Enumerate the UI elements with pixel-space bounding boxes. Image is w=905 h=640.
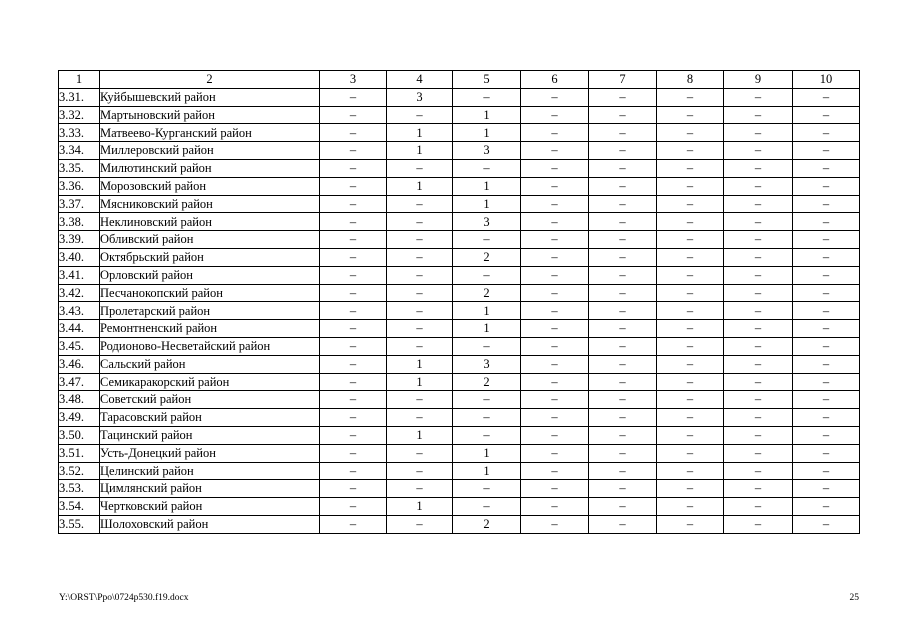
- district-name-cell: Шолоховский район: [100, 515, 320, 533]
- value-cell: –: [387, 302, 453, 320]
- value-cell: –: [320, 142, 387, 160]
- value-cell: 1: [453, 462, 521, 480]
- value-cell: 1: [387, 355, 453, 373]
- value-cell: –: [320, 337, 387, 355]
- table-row: [59, 391, 860, 409]
- row-number-cell: 3.36.: [59, 177, 100, 195]
- value-cell: –: [387, 248, 453, 266]
- value-cell: –: [320, 426, 387, 444]
- value-cell: –: [657, 248, 724, 266]
- value-cell: –: [320, 248, 387, 266]
- value-cell: –: [589, 231, 657, 249]
- value-cell: –: [521, 88, 589, 106]
- value-cell: –: [589, 213, 657, 231]
- value-cell: –: [793, 159, 860, 177]
- value-cell: 1: [387, 142, 453, 160]
- value-cell: –: [724, 231, 793, 249]
- value-cell: –: [589, 124, 657, 142]
- row-number-cell: 3.44.: [59, 320, 100, 338]
- value-cell: –: [521, 266, 589, 284]
- value-cell: –: [320, 231, 387, 249]
- row-number-cell: 3.46.: [59, 355, 100, 373]
- data-table: [58, 70, 860, 534]
- value-cell: –: [657, 391, 724, 409]
- value-cell: –: [387, 320, 453, 338]
- district-name-cell: Целинский район: [100, 462, 320, 480]
- district-name-cell: Советский район: [100, 391, 320, 409]
- value-cell: –: [793, 426, 860, 444]
- value-cell: –: [793, 320, 860, 338]
- value-cell: –: [320, 213, 387, 231]
- value-cell: –: [320, 159, 387, 177]
- table-row: [59, 320, 860, 338]
- value-cell: –: [793, 213, 860, 231]
- value-cell: –: [387, 266, 453, 284]
- row-number-cell: 3.40.: [59, 248, 100, 266]
- value-cell: –: [387, 106, 453, 124]
- value-cell: –: [793, 498, 860, 516]
- district-name-cell: Ремонтненский район: [100, 320, 320, 338]
- value-cell: –: [657, 302, 724, 320]
- value-cell: –: [453, 266, 521, 284]
- value-cell: –: [793, 355, 860, 373]
- value-cell: –: [724, 88, 793, 106]
- value-cell: 1: [453, 124, 521, 142]
- district-name-cell: Матвеево-Курганский район: [100, 124, 320, 142]
- header-cell: 8: [657, 71, 724, 89]
- header-cell: 10: [793, 71, 860, 89]
- value-cell: –: [724, 124, 793, 142]
- table-row: [59, 266, 860, 284]
- value-cell: –: [589, 462, 657, 480]
- value-cell: –: [724, 409, 793, 427]
- value-cell: –: [657, 373, 724, 391]
- value-cell: –: [724, 320, 793, 338]
- district-name-cell: Цимлянский район: [100, 480, 320, 498]
- value-cell: –: [657, 106, 724, 124]
- table-row: [59, 480, 860, 498]
- value-cell: –: [589, 159, 657, 177]
- row-number-cell: 3.37.: [59, 195, 100, 213]
- table-row: [59, 142, 860, 160]
- value-cell: –: [657, 195, 724, 213]
- row-number-cell: 3.31.: [59, 88, 100, 106]
- value-cell: –: [793, 284, 860, 302]
- district-name-cell: Милютинский район: [100, 159, 320, 177]
- value-cell: –: [320, 355, 387, 373]
- value-cell: –: [657, 284, 724, 302]
- table-row: [59, 409, 860, 427]
- value-cell: –: [724, 159, 793, 177]
- value-cell: –: [320, 177, 387, 195]
- value-cell: –: [521, 498, 589, 516]
- value-cell: –: [589, 515, 657, 533]
- value-cell: –: [521, 213, 589, 231]
- value-cell: –: [793, 195, 860, 213]
- value-cell: 3: [387, 88, 453, 106]
- table-row: [59, 444, 860, 462]
- value-cell: –: [724, 248, 793, 266]
- header-cell: 5: [453, 71, 521, 89]
- value-cell: –: [320, 106, 387, 124]
- value-cell: –: [320, 320, 387, 338]
- value-cell: –: [724, 142, 793, 160]
- value-cell: –: [521, 462, 589, 480]
- value-cell: –: [724, 444, 793, 462]
- value-cell: –: [589, 266, 657, 284]
- value-cell: –: [657, 355, 724, 373]
- value-cell: –: [589, 337, 657, 355]
- value-cell: –: [657, 177, 724, 195]
- value-cell: –: [521, 106, 589, 124]
- value-cell: –: [387, 409, 453, 427]
- value-cell: –: [657, 142, 724, 160]
- row-number-cell: 3.47.: [59, 373, 100, 391]
- value-cell: –: [793, 88, 860, 106]
- value-cell: –: [724, 391, 793, 409]
- header-cell: 7: [589, 71, 657, 89]
- table-row: [59, 231, 860, 249]
- value-cell: –: [589, 480, 657, 498]
- row-number-cell: 3.45.: [59, 337, 100, 355]
- district-name-cell: Тарасовский район: [100, 409, 320, 427]
- value-cell: –: [724, 302, 793, 320]
- value-cell: 2: [453, 515, 521, 533]
- value-cell: –: [657, 320, 724, 338]
- value-cell: –: [724, 284, 793, 302]
- value-cell: –: [521, 320, 589, 338]
- row-number-cell: 3.50.: [59, 426, 100, 444]
- table-row: [59, 498, 860, 516]
- value-cell: –: [589, 106, 657, 124]
- row-number-cell: 3.54.: [59, 498, 100, 516]
- value-cell: –: [793, 515, 860, 533]
- value-cell: –: [387, 391, 453, 409]
- value-cell: –: [453, 159, 521, 177]
- row-number-cell: 3.41.: [59, 266, 100, 284]
- value-cell: 3: [453, 355, 521, 373]
- value-cell: 1: [387, 426, 453, 444]
- district-name-cell: Миллеровский район: [100, 142, 320, 160]
- district-name-cell: Пролетарский район: [100, 302, 320, 320]
- district-name-cell: Сальский район: [100, 355, 320, 373]
- value-cell: –: [589, 142, 657, 160]
- value-cell: 2: [453, 373, 521, 391]
- district-name-cell: Обливский район: [100, 231, 320, 249]
- value-cell: –: [521, 231, 589, 249]
- value-cell: 1: [453, 177, 521, 195]
- table-row: [59, 515, 860, 533]
- value-cell: –: [521, 284, 589, 302]
- value-cell: –: [521, 426, 589, 444]
- value-cell: –: [589, 426, 657, 444]
- table-row: [59, 355, 860, 373]
- value-cell: –: [521, 373, 589, 391]
- value-cell: –: [724, 106, 793, 124]
- table-row: [59, 426, 860, 444]
- value-cell: –: [453, 391, 521, 409]
- value-cell: –: [589, 444, 657, 462]
- value-cell: 3: [453, 213, 521, 231]
- value-cell: –: [589, 195, 657, 213]
- value-cell: –: [453, 231, 521, 249]
- value-cell: –: [320, 195, 387, 213]
- value-cell: –: [589, 302, 657, 320]
- row-number-cell: 3.39.: [59, 231, 100, 249]
- row-number-cell: 3.38.: [59, 213, 100, 231]
- value-cell: –: [724, 195, 793, 213]
- district-name-cell: Морозовский район: [100, 177, 320, 195]
- value-cell: 1: [453, 195, 521, 213]
- value-cell: –: [724, 426, 793, 444]
- row-number-cell: 3.53.: [59, 480, 100, 498]
- value-cell: –: [320, 124, 387, 142]
- value-cell: –: [589, 355, 657, 373]
- value-cell: –: [387, 515, 453, 533]
- value-cell: –: [521, 248, 589, 266]
- value-cell: –: [793, 231, 860, 249]
- table-header-row: [59, 71, 860, 89]
- value-cell: 1: [453, 106, 521, 124]
- value-cell: –: [453, 498, 521, 516]
- value-cell: –: [387, 213, 453, 231]
- value-cell: –: [521, 409, 589, 427]
- value-cell: –: [657, 515, 724, 533]
- value-cell: –: [387, 159, 453, 177]
- value-cell: 3: [453, 142, 521, 160]
- footer-file-path: Y:\ORST\Ppo\0724p530.f19.docx: [59, 593, 189, 603]
- value-cell: –: [320, 266, 387, 284]
- value-cell: –: [657, 231, 724, 249]
- district-name-cell: Мартыновский район: [100, 106, 320, 124]
- value-cell: –: [521, 177, 589, 195]
- row-number-cell: 3.49.: [59, 409, 100, 427]
- value-cell: 2: [453, 248, 521, 266]
- row-number-cell: 3.33.: [59, 124, 100, 142]
- value-cell: –: [657, 426, 724, 444]
- footer-page-number: 25: [849, 593, 859, 603]
- value-cell: –: [453, 426, 521, 444]
- header-cell: 9: [724, 71, 793, 89]
- table-row: [59, 106, 860, 124]
- value-cell: –: [521, 159, 589, 177]
- district-name-cell: Куйбышевский район: [100, 88, 320, 106]
- table-row: [59, 462, 860, 480]
- value-cell: –: [657, 88, 724, 106]
- table-row: [59, 337, 860, 355]
- table-row: [59, 88, 860, 106]
- value-cell: –: [320, 480, 387, 498]
- value-cell: –: [657, 462, 724, 480]
- value-cell: –: [320, 515, 387, 533]
- value-cell: –: [724, 480, 793, 498]
- value-cell: –: [387, 195, 453, 213]
- row-number-cell: 3.43.: [59, 302, 100, 320]
- value-cell: –: [724, 213, 793, 231]
- value-cell: –: [320, 373, 387, 391]
- header-cell: 1: [59, 71, 100, 89]
- value-cell: –: [793, 302, 860, 320]
- value-cell: –: [589, 409, 657, 427]
- value-cell: –: [521, 302, 589, 320]
- value-cell: 1: [387, 177, 453, 195]
- value-cell: –: [793, 337, 860, 355]
- value-cell: –: [320, 302, 387, 320]
- row-number-cell: 3.34.: [59, 142, 100, 160]
- value-cell: –: [657, 124, 724, 142]
- value-cell: –: [657, 213, 724, 231]
- table-row: [59, 373, 860, 391]
- value-cell: –: [793, 462, 860, 480]
- value-cell: –: [793, 444, 860, 462]
- district-name-cell: Октябрьский район: [100, 248, 320, 266]
- row-number-cell: 3.35.: [59, 159, 100, 177]
- value-cell: –: [387, 462, 453, 480]
- value-cell: –: [387, 284, 453, 302]
- value-cell: –: [793, 409, 860, 427]
- value-cell: –: [724, 355, 793, 373]
- value-cell: 1: [387, 498, 453, 516]
- value-cell: –: [387, 480, 453, 498]
- value-cell: –: [793, 106, 860, 124]
- value-cell: –: [793, 124, 860, 142]
- value-cell: –: [657, 480, 724, 498]
- table-row: [59, 284, 860, 302]
- district-name-cell: Песчанокопский район: [100, 284, 320, 302]
- value-cell: –: [657, 444, 724, 462]
- row-number-cell: 3.32.: [59, 106, 100, 124]
- header-cell: 2: [100, 71, 320, 89]
- value-cell: –: [793, 248, 860, 266]
- row-number-cell: 3.42.: [59, 284, 100, 302]
- row-number-cell: 3.55.: [59, 515, 100, 533]
- value-cell: –: [657, 266, 724, 284]
- value-cell: –: [724, 266, 793, 284]
- value-cell: –: [320, 391, 387, 409]
- district-name-cell: Неклиновский район: [100, 213, 320, 231]
- header-cell: 6: [521, 71, 589, 89]
- value-cell: 2: [453, 284, 521, 302]
- value-cell: –: [589, 177, 657, 195]
- district-name-cell: Семикаракорский район: [100, 373, 320, 391]
- value-cell: –: [724, 515, 793, 533]
- value-cell: 1: [453, 444, 521, 462]
- value-cell: –: [793, 391, 860, 409]
- table-row: [59, 248, 860, 266]
- value-cell: –: [657, 337, 724, 355]
- value-cell: –: [657, 159, 724, 177]
- value-cell: –: [724, 373, 793, 391]
- value-cell: –: [724, 177, 793, 195]
- value-cell: –: [521, 195, 589, 213]
- value-cell: 1: [453, 320, 521, 338]
- value-cell: –: [320, 462, 387, 480]
- table-row: [59, 177, 860, 195]
- value-cell: –: [320, 284, 387, 302]
- district-name-cell: Усть-Донецкий район: [100, 444, 320, 462]
- value-cell: –: [453, 337, 521, 355]
- table-row: [59, 124, 860, 142]
- value-cell: –: [793, 480, 860, 498]
- value-cell: –: [589, 88, 657, 106]
- value-cell: –: [589, 320, 657, 338]
- header-cell: 4: [387, 71, 453, 89]
- table-body: [59, 71, 860, 534]
- district-name-cell: Тацинский район: [100, 426, 320, 444]
- value-cell: –: [521, 444, 589, 462]
- value-cell: –: [724, 462, 793, 480]
- value-cell: –: [521, 355, 589, 373]
- value-cell: –: [521, 391, 589, 409]
- row-number-cell: 3.51.: [59, 444, 100, 462]
- value-cell: –: [521, 142, 589, 160]
- value-cell: –: [320, 498, 387, 516]
- value-cell: –: [793, 266, 860, 284]
- table-row: [59, 213, 860, 231]
- value-cell: –: [521, 515, 589, 533]
- value-cell: –: [320, 88, 387, 106]
- table-row: [59, 302, 860, 320]
- district-name-cell: Родионово-Несветайский район: [100, 337, 320, 355]
- value-cell: –: [589, 391, 657, 409]
- value-cell: –: [387, 337, 453, 355]
- value-cell: –: [453, 480, 521, 498]
- value-cell: –: [521, 480, 589, 498]
- header-cell: 3: [320, 71, 387, 89]
- value-cell: –: [724, 337, 793, 355]
- district-name-cell: Мясниковский район: [100, 195, 320, 213]
- value-cell: –: [521, 124, 589, 142]
- value-cell: –: [453, 88, 521, 106]
- value-cell: –: [387, 231, 453, 249]
- value-cell: –: [320, 444, 387, 462]
- value-cell: –: [793, 177, 860, 195]
- district-name-cell: Орловский район: [100, 266, 320, 284]
- table-row: [59, 195, 860, 213]
- value-cell: –: [793, 373, 860, 391]
- district-name-cell: Чертковский район: [100, 498, 320, 516]
- value-cell: –: [657, 498, 724, 516]
- value-cell: –: [589, 248, 657, 266]
- value-cell: –: [589, 498, 657, 516]
- value-cell: 1: [387, 373, 453, 391]
- table-row: [59, 159, 860, 177]
- value-cell: –: [589, 284, 657, 302]
- row-number-cell: 3.48.: [59, 391, 100, 409]
- value-cell: –: [320, 409, 387, 427]
- value-cell: –: [521, 337, 589, 355]
- value-cell: –: [453, 409, 521, 427]
- value-cell: –: [589, 373, 657, 391]
- value-cell: –: [724, 498, 793, 516]
- value-cell: 1: [387, 124, 453, 142]
- value-cell: –: [387, 444, 453, 462]
- value-cell: –: [793, 142, 860, 160]
- value-cell: –: [657, 409, 724, 427]
- value-cell: 1: [453, 302, 521, 320]
- row-number-cell: 3.52.: [59, 462, 100, 480]
